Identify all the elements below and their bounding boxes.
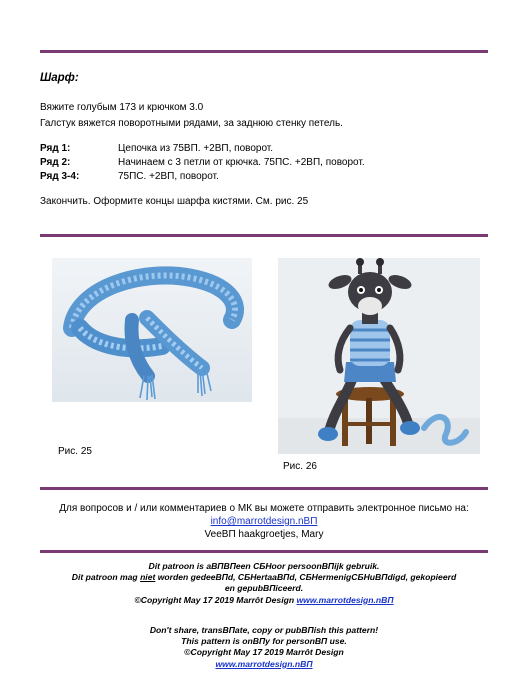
giraffe-photo xyxy=(278,258,480,454)
footer-en-line1: Don't share, transВПate, copy or pubВПish this pattern! xyxy=(149,625,379,635)
section-title: Шарф: xyxy=(40,72,79,84)
footer-english xyxy=(40,625,488,670)
figure-25-caption: Рис. 25 xyxy=(58,446,92,457)
footer-nl-line3: en gepubВПiceerd. xyxy=(224,583,304,594)
row-1 xyxy=(40,143,273,154)
footer-en-copyright: ©Copyright May 17 2019 Marrôt Design xyxy=(184,647,344,658)
footer-nl-line2 xyxy=(40,572,488,583)
intro-line-2: Галстук вяжется поворотными рядами, за заднюю стенку петель. xyxy=(40,118,343,129)
row-3-4 xyxy=(40,171,219,182)
contact-block xyxy=(40,502,488,541)
row-label: Ряд 2: xyxy=(40,157,71,168)
intro-line-1: Вяжите голубым 173 и крючком 3.0 xyxy=(40,102,204,113)
figure-26-caption: Рис. 26 xyxy=(283,461,317,472)
row-text: Начинаем с 3 петли от крючка. 75ПС. +2ВП, поворот. xyxy=(118,157,365,168)
row-label: Ряд 1: xyxy=(40,143,71,154)
footer-nl-line2-pre: Dit patroon mag xyxy=(71,572,141,583)
footer-nl-line1: Dit patroon is aВПВПeen СБHoor persoonВПijk gebruik. xyxy=(148,561,380,571)
scarf-photo xyxy=(52,258,252,402)
row-label: Ряд 3-4: xyxy=(40,171,80,182)
footer-nl-copyright-line xyxy=(40,595,488,606)
footer-nl-line2-post: worden gedeeВПd, СБHertaaВПd, СБHermenigСБHuВПdigd, gekopieerd xyxy=(155,572,457,583)
row-text: 75ПС. +2ВП, поворот. xyxy=(118,171,219,182)
footer-en-line2: This pattern is onВПy for personВП use. xyxy=(181,636,347,647)
finish-instruction: Закончить. Оформите концы шарфа кистями. См. рис. 25 xyxy=(40,196,309,207)
contact-email-link[interactable]: info@marrotdesign.nВП xyxy=(210,516,318,527)
footer-nl-copyright: ©Copyright May 17 2019 Marrôt Design xyxy=(134,594,295,605)
giraffe-illustration xyxy=(278,258,480,454)
top-divider xyxy=(40,50,488,53)
divider-2 xyxy=(40,234,488,237)
row-2 xyxy=(40,157,365,168)
divider-3 xyxy=(40,487,488,490)
scarf-illustration xyxy=(52,258,252,402)
divider-4 xyxy=(40,550,488,553)
contact-text: Для вопросов и / или комментариев о МК вы можете отправить электронное письмо на: xyxy=(59,503,469,514)
contact-signoff: VeeВП haakgroetjes, Mary xyxy=(204,529,324,540)
footer-dutch xyxy=(40,561,488,606)
footer-nl-website-link[interactable]: www.marrotdesign.nВП xyxy=(296,594,394,605)
footer-en-website-link[interactable]: www.marrotdesign.nВП xyxy=(215,658,313,669)
row-text: Цепочка из 75ВП. +2ВП, поворот. xyxy=(118,143,274,154)
footer-nl-emphasis: niet xyxy=(140,572,156,583)
